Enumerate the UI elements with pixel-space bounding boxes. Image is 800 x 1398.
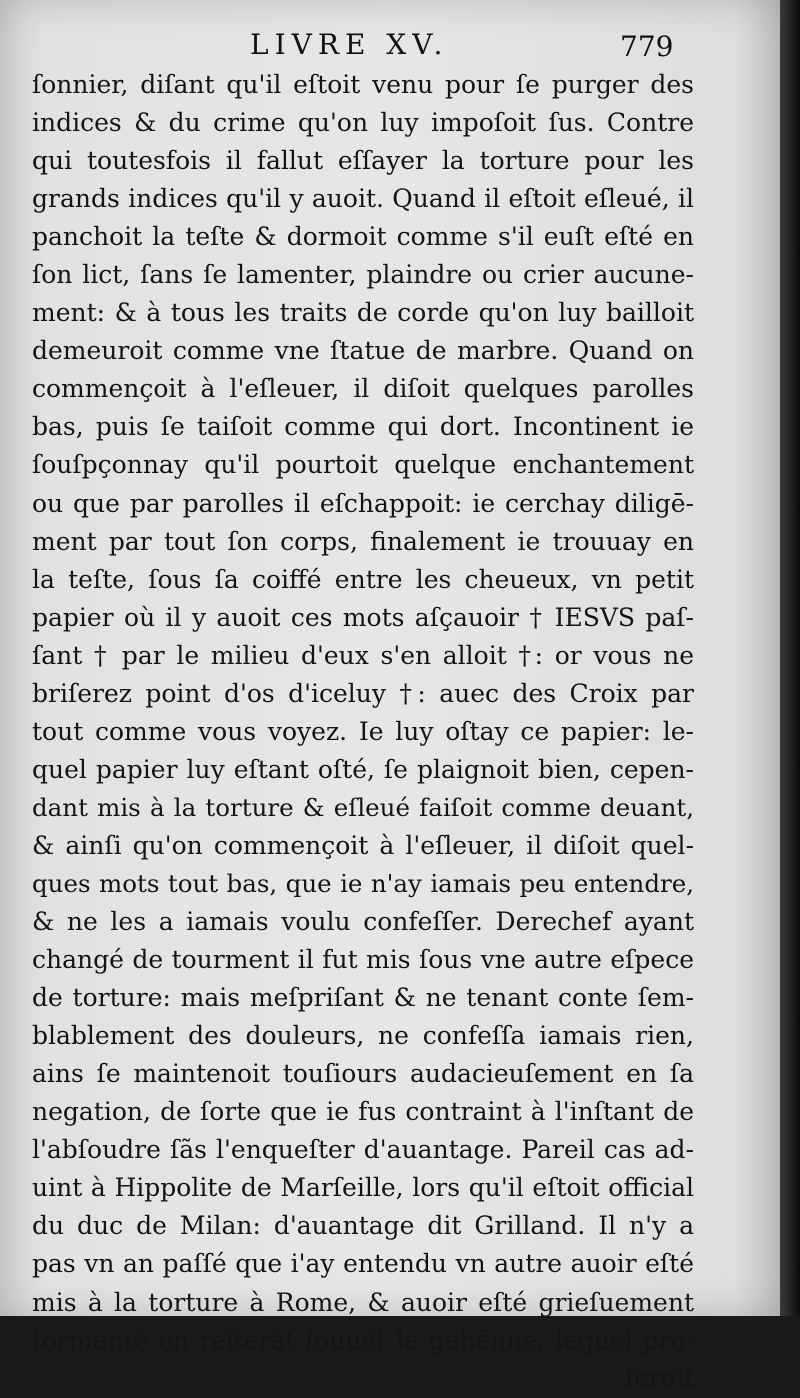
text-line: negation, de ſorte que ie fus contraint à l'inſtant de (32, 1097, 694, 1127)
text-line: uint à Hippolite de Marſeille, lors qu'il eſtoit official (32, 1173, 694, 1203)
text-line: commençoit à l'eſleuer, il diſoit quelques parolles (32, 374, 694, 404)
page-edge-shadow (780, 0, 800, 1316)
text-line: ains ſe maintenoit touſiours audacieuſement en ſa (32, 1059, 694, 1089)
text-line: panchoit la teſte & dormoit comme s'il euſt eſté en (32, 222, 694, 252)
text-line: ment: & à tous les traits de corde qu'on luy bailloit (32, 298, 694, 328)
text-line: & ainſi qu'on commençoit à l'eſleuer, il diſoit quel- (32, 830, 694, 860)
text-line: & ne les a iamais voulu confeſſer. Derechef ayant (32, 907, 694, 937)
text-line: ou que par parolles il eſchappoit: ie cerchay diligē- (32, 488, 694, 518)
text-line: la teſte, ſous ſa coiffé entre les cheueux, vn petit (32, 564, 694, 594)
text-line: changé de tourment il fut mis ſous vne autre eſpece (32, 945, 694, 975)
text-line: blablement des douleurs, ne confeſſa iamais rien, (32, 1021, 694, 1051)
text-line: papier où il y auoit ces mots aſçauoir † IESVS paſ- (32, 602, 694, 632)
text-line: tout comme vous voyez. Ie luy oſtay ce papier: le- (32, 716, 694, 746)
text-line: du duc de Milan: d'auantage dit Grilland. Il n'y a (32, 1211, 694, 1241)
catchword: feroit (624, 1363, 694, 1393)
text-line: dant mis à la torture & eſleué faiſoit comme deuant, (32, 792, 694, 822)
running-head (0, 20, 780, 70)
text-line: pas vn an paſſé que i'ay entendu vn autre auoir eſté (32, 1249, 694, 1279)
text-line: ment par tout ſon corps, finalement ie trouuay en (32, 526, 694, 556)
text-line: briſerez point d'os d'iceluy †: auec des Croix par (32, 678, 694, 708)
text-line: mis à la torture à Rome, & auoir eſté grieſuement (32, 1287, 694, 1317)
text-line: quel papier luy eſtant oſté, ſe plaignoit bien, cepen- (32, 754, 694, 784)
text-line: ſouſpçonnay qu'il pourtoit quelque enchantement (32, 450, 694, 480)
text-line: tormenté en reïterãt ſouuẽt la gehẽnne, lequel pro- (32, 1325, 694, 1355)
text-line: demeuroit comme vne ſtatue de marbre. Quand on (32, 336, 694, 366)
text-line: grands indices qu'il y auoit. Quand il eſtoit eſleué, il (32, 184, 694, 214)
text-line: ſonnier, diſant qu'il eſtoit venu pour ſe purger des (32, 70, 694, 99)
text-line: qui toutesfois il fallut eſſayer la torture pour les (32, 146, 694, 176)
text-line: ques mots tout bas, que ie n'ay iamais peu entendre, (32, 868, 694, 898)
text-line: ſon lict, ſans ſe lamenter, plaindre ou crier aucune- (32, 260, 694, 290)
text-line: indices & du crime qu'on luy impoſoit ſus. Contre (32, 108, 694, 138)
text-line: l'abſoudre ſãs l'enqueſter d'auantage. Pareil cas ad- (32, 1135, 694, 1165)
text-line: de torture: mais meſpriſant & ne tenant conte ſem- (32, 983, 694, 1013)
running-title: LIVRE XV. (250, 28, 449, 61)
page-number: 779 (620, 30, 674, 63)
body-text (32, 66, 694, 1398)
text-line: bas, puis ſe taiſoit comme qui dort. Incontinent ie (32, 412, 694, 442)
text-line: ſant † par le milieu d'eux s'en alloit †: or vous ne (32, 640, 694, 670)
